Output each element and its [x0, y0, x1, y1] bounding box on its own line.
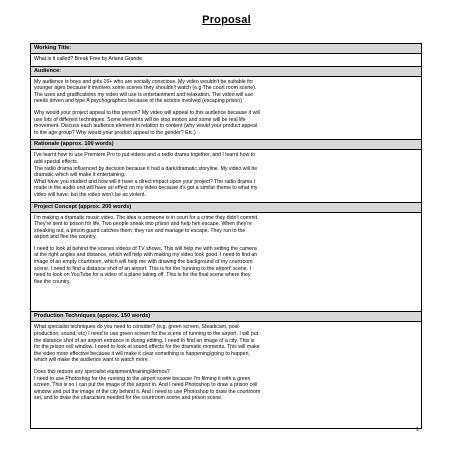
section-rationale: [31, 140, 421, 202]
proposal-table: [30, 43, 422, 429]
section-heading: Audience:: [31, 67, 421, 77]
rationale-paragraph: I've learnt how to use Premiere Pro to put videos and a radio drama together, and I learnt how to add special effects. The radio drama influenced by decision because it had a dark/dramatic storyline. My video will be dramatic which will make it entertaining. What have you studied and how will it have a direct impact upon your project? The radio drama I made in the audio unit will have an effect on my video because it's got a similar theme to what my video will have, but the video won't be as violent.: [34, 152, 258, 198]
section-production-techniques: [31, 312, 421, 428]
section-heading: Rationale (approx. 100 words): [31, 140, 421, 150]
page-number: 1: [415, 427, 419, 433]
section-heading: Production Techniques (approx. 150 words): [31, 312, 421, 322]
audience-paragraph-1: My audience is boys and girls 16+ who are socially conscious. My video wouldn't be suitable for younger ages because it involves some scenes they shouldn't watch (e.g The court room scene). The uses and gratifications my video will use is entertainment and relaxation. The video will use needs driven and type A psychographics because of the actions involved (escaping prison): [34, 78, 257, 105]
concept-paragraph-2: I need to look at behind the scenes videos of TV shows. This will help me with setting the camera at the right angles and distance, which will help with making my video look good. I need to find an image of an empty courtroom, which will help me with drawing the background of my courtroom scene. I need to find a distance shot of an airport. This is for the 'running to the airport' scene. I need to look on YouTube for a video of a plane taking off. This is for the final scene where they flee the country.: [34, 245, 258, 285]
section-audience: [31, 67, 421, 141]
section-heading: Project Concept (approx. 200 words): [31, 203, 421, 213]
page-title: Proposal: [202, 14, 251, 26]
section-project-concept: [31, 203, 421, 313]
production-paragraph-2: Does this require any specialist equipment/training/demos? I need to use Photoshop for the running to the airport scene because I'm filming it with a green screen. This is so I can put the image of the airport in. And I need Photoshop to draw a prison cell window and put the image of the city behind it. And I need to use Photoshop to draw the courtroom set, and to draw the characters needed for the courtroom scene and prison scene.: [34, 369, 261, 402]
working-title-text: What is it called? Break Free by Ariana Grande: [34, 56, 143, 62]
concept-paragraph-1: I'm making a dramatic music video. The idea is someone is in court for a crime they didn't commit. They're sent to prison for life. Two people sneak into prison and help him escape. When they're sneaking out, a prison guard catches them; they run and manage to escape. They run to the airport and flee the country.: [34, 214, 259, 241]
spacer: [34, 407, 418, 425]
production-paragraph-1: What specialist techniques do you need to consider? (e.g. green screen, Steadicam, post- production, sound, etc) I need to use green screen for the scene of running to the airport. I will put the distance shot of an airport entrance in during editing. I need to find an image of a city. This is for the prison cell window. I need to look at sound effects for the dramatic moments. This will make the video more effective because it will make it clear something is happening/going to happen, which will make the audience want to watch more.: [34, 324, 260, 364]
section-body: [31, 150, 421, 201]
audience-paragraph-2: Why would your project appeal to this person? My video will appeal to this audience because it will use lots of different techniques. Some elements will be stop motion and some will be real life movement. Discuss each audience element in relation to content (why would your product appeal to the age group? Why would your product appeal to the gender? Etc.): [34, 109, 260, 136]
section-body: [31, 322, 421, 428]
section-working-title: [31, 44, 421, 67]
spacer: [34, 290, 418, 308]
section-heading: Working Title:: [31, 44, 421, 54]
section-body: [31, 213, 421, 312]
section-body: [31, 77, 421, 140]
section-body: [31, 54, 421, 66]
